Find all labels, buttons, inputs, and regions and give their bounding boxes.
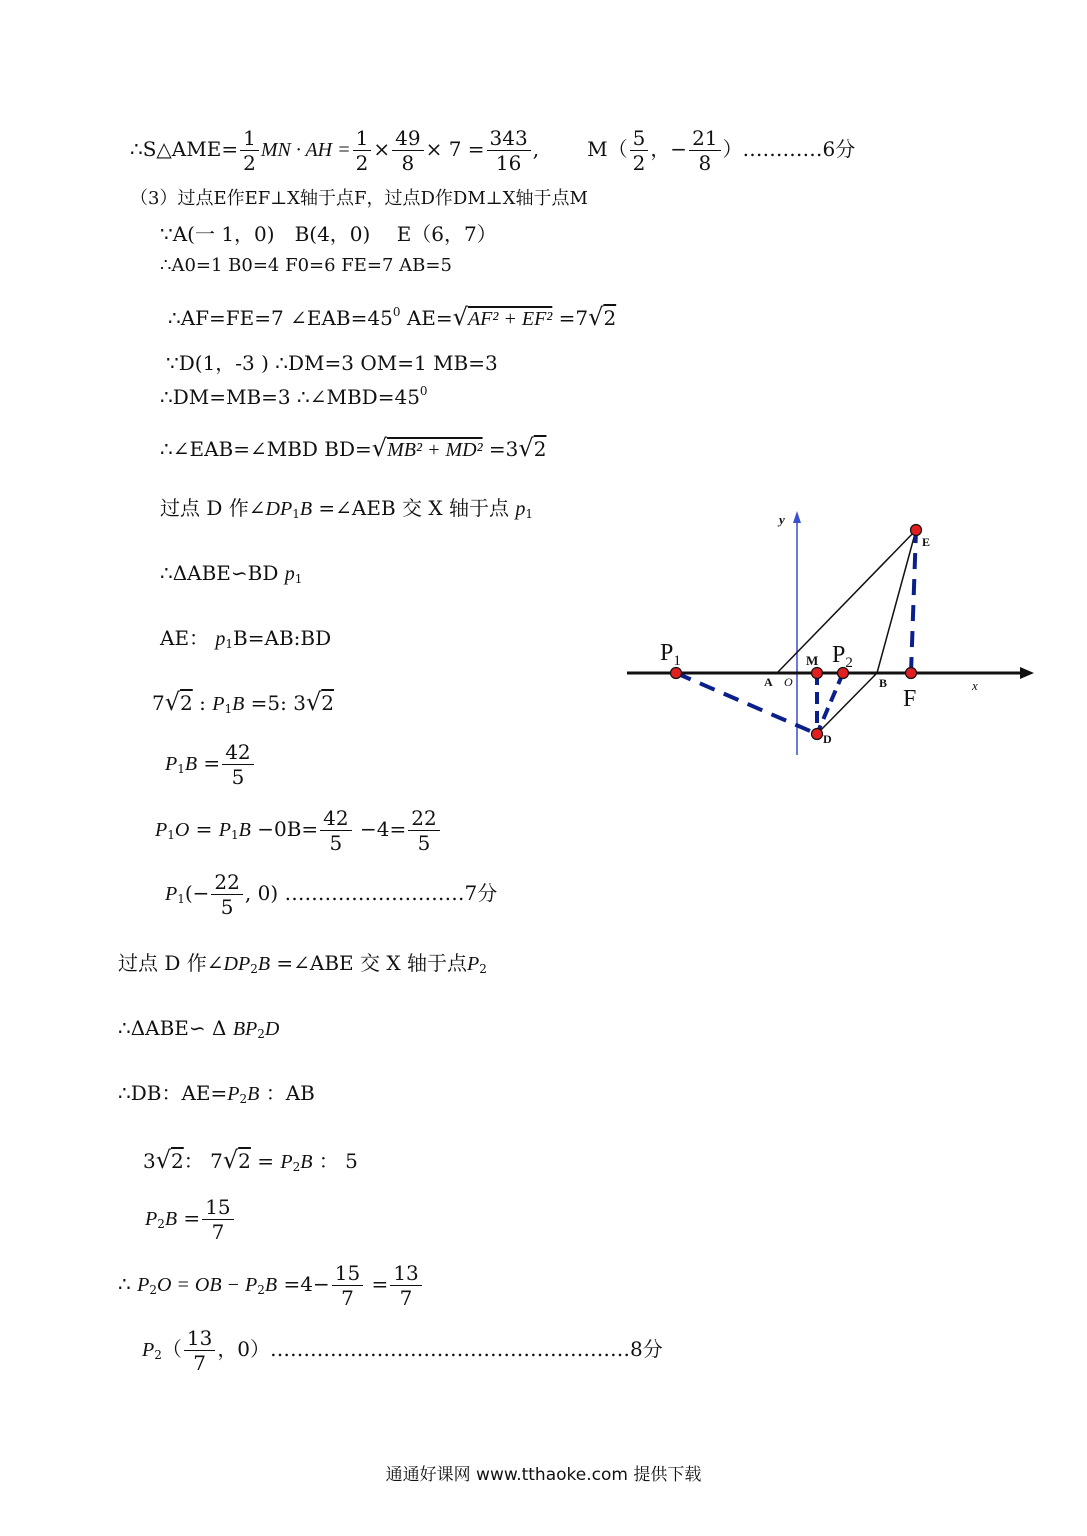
fraction: $\frac{5}{2}$ bbox=[630, 128, 649, 173]
line-lengths: ∴A0=1 B0=4 F0=6 FE=7 AB=5 bbox=[160, 255, 452, 276]
text: MN · AH = bbox=[260, 139, 351, 161]
point-f bbox=[906, 668, 917, 679]
dashed-p1-d bbox=[676, 673, 817, 734]
label-f: F bbox=[903, 686, 917, 712]
line-ratio-1-values: 7√2 : $P_1B =5$: 3√2 bbox=[152, 688, 334, 716]
text: M（ bbox=[587, 137, 628, 161]
line-area-formula bbox=[130, 128, 855, 173]
label-b: B bbox=[879, 676, 888, 690]
line-construct-p1: 过点 D 作$\angle DP_1B$ =∠AEB 交 X 轴于点 $p_1$ bbox=[160, 496, 533, 521]
x-axis-arrow bbox=[1020, 667, 1034, 679]
label-o: O bbox=[784, 675, 793, 689]
coordinate-diagram bbox=[622, 505, 1037, 760]
text: , bbox=[532, 137, 540, 161]
label-a: A bbox=[764, 675, 773, 689]
line-similar-2: ∴ΔABE∽ Δ $BP_2D$ bbox=[118, 1016, 280, 1041]
text: × 7 = bbox=[425, 137, 485, 161]
segment-be bbox=[877, 530, 916, 673]
line-ratio-1: AE： $p_1B=AB:BD$ bbox=[160, 626, 332, 651]
dashed-p2-d bbox=[817, 673, 843, 734]
text: ，− bbox=[650, 137, 688, 161]
page-footer: 通通好课网 www.tthaoke.com 提供下载 bbox=[385, 1465, 702, 1485]
line-p2-result: $P_2$（ $\frac{13}{7}$ ，0）………………………………………………8分 bbox=[142, 1326, 663, 1375]
line-p1-result: $P_1(-$ $\frac{22}{5}$ , 0) ………………………7分 bbox=[165, 870, 498, 919]
label-p1: $P_1$ bbox=[660, 640, 681, 669]
line-dm-mb: ∴DM=MB=3 $\therefore\angle MBD=45^0$ bbox=[160, 384, 428, 409]
line-ae: ∴AF=FE=7 $\angle EAB=45^0$ AE=√AF² + EF² =7√2 bbox=[168, 303, 617, 331]
point-m bbox=[812, 668, 823, 679]
line-p2o: ∴ $P_2O$ = OB − $P_2B =4-$ $\frac{15}{7}$ = $\frac{13}{7}$ bbox=[118, 1263, 424, 1308]
dashed-f-e bbox=[911, 530, 916, 673]
line-d-point: ∵D(1，-3 ) ∴DM=3 OM=1 MB=3 bbox=[166, 351, 498, 375]
text: × bbox=[373, 137, 391, 161]
line-coordinates: ∵A(一 1，0) B(4，0) E（6，7） bbox=[160, 222, 497, 246]
label-p2: $P_2$ bbox=[832, 642, 853, 671]
fraction: $\frac{1}{2}$ bbox=[240, 128, 259, 173]
fraction: $\frac{1}{2}$ bbox=[353, 128, 372, 173]
line-p1o: $P_1O = P_1B -0B=$ $\frac{42}{5}$ −4= $\frac{22}{5}$ bbox=[155, 808, 442, 853]
point-e bbox=[911, 525, 922, 536]
text: ）…………6分 bbox=[722, 137, 856, 161]
label-y: y bbox=[779, 512, 785, 527]
line-bd: ∴∠EAB=∠MBD BD=√MB² + MD² =3√2 bbox=[160, 434, 547, 462]
label-m: M bbox=[806, 653, 819, 668]
line-construct-p2: 过点 D 作$\angle DP_2B$ =∠ABE 交 X 轴于点$P_2$ bbox=[118, 951, 487, 976]
label-x: x bbox=[972, 678, 978, 693]
line-p2b: $P_2B$ = $\frac{15}{7}$ bbox=[145, 1197, 236, 1242]
label-d: D bbox=[823, 732, 832, 746]
segment-ae bbox=[777, 530, 916, 673]
line-similar-1: ∴ΔABE∽BD $p_1$ bbox=[160, 561, 303, 586]
line-ratio-2: ∴DB：$AE=P_2B$ ：AB bbox=[118, 1081, 315, 1106]
line-ratio-2-values: 3√2： $7√2 = P_2B$ ： 5 bbox=[143, 1146, 358, 1174]
text: ∴S△AME= bbox=[130, 137, 239, 161]
fraction: $\frac{49}{8}$ bbox=[392, 128, 423, 173]
label-e: E bbox=[922, 535, 931, 549]
segment-bd bbox=[817, 673, 877, 734]
point-d bbox=[812, 729, 823, 740]
line-p1b: $P_1B$ = $\frac{42}{5}$ bbox=[165, 742, 256, 787]
line-step3-intro: （3）过点E作EF⊥X轴于点F，过点D作DM⊥X轴于点M bbox=[130, 188, 588, 209]
fraction: $\frac{21}{8}$ bbox=[689, 128, 720, 173]
y-axis-arrow bbox=[793, 511, 801, 523]
fraction: $\frac{343}{16}$ bbox=[487, 128, 531, 173]
point-p1 bbox=[671, 668, 682, 679]
